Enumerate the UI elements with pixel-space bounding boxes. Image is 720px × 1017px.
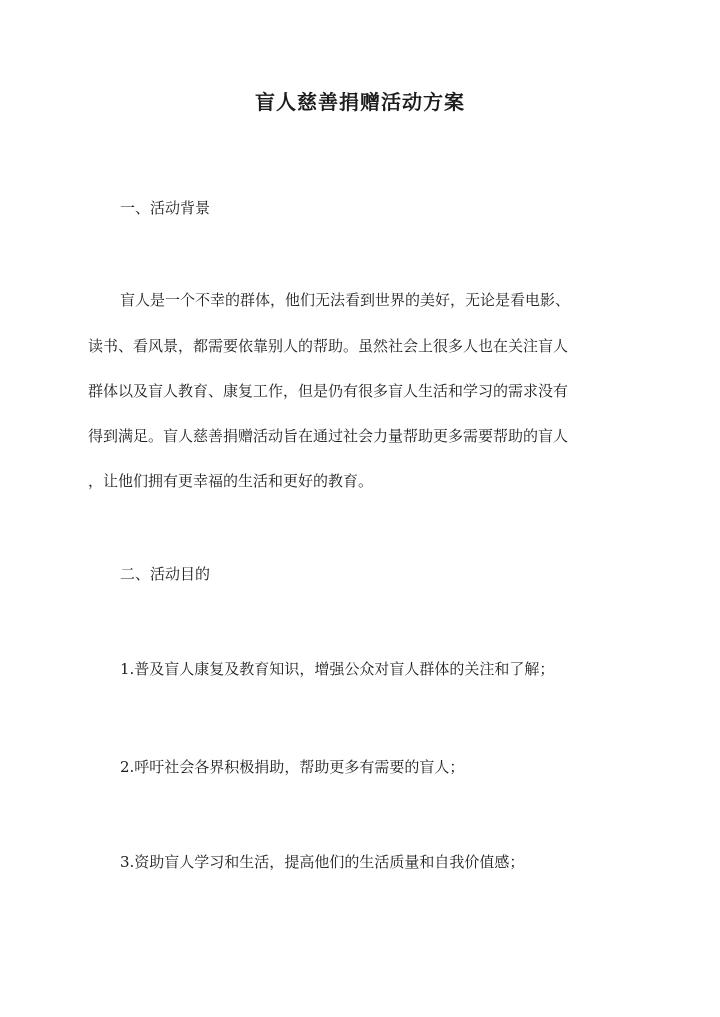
list-item: 2.呼吁社会各界积极捐助，帮助更多有需要的盲人； — [120, 758, 465, 776]
section-heading-background: 一、活动背景 — [120, 199, 211, 217]
paragraph-line: 得到满足。盲人慈善捐赠活动旨在通过社会力量帮助更多需要帮助的盲人 — [88, 427, 569, 445]
paragraph-line: 群体以及盲人教育、康复工作，但是仍有很多盲人生活和学习的需求没有 — [88, 382, 569, 400]
list-item: 1.普及盲人康复及教育知识，增强公众对盲人群体的关注和了解； — [120, 660, 555, 678]
paragraph-line: 读书、看风景，都需要依靠别人的帮助。虽然社会上很多人也在关注盲人 — [88, 337, 569, 355]
document-title: 盲人慈善捐赠活动方案 — [255, 90, 465, 114]
paragraph-line: ，让他们拥有更幸福的生活和更好的教育。 — [88, 472, 374, 490]
list-item: 3.资助盲人学习和生活，提高他们的生活质量和自我价值感； — [120, 853, 525, 871]
section-heading-purpose: 二、活动目的 — [120, 565, 211, 583]
paragraph-line: 盲人是一个不幸的群体，他们无法看到世界的美好，无论是看电影、 — [120, 291, 571, 309]
